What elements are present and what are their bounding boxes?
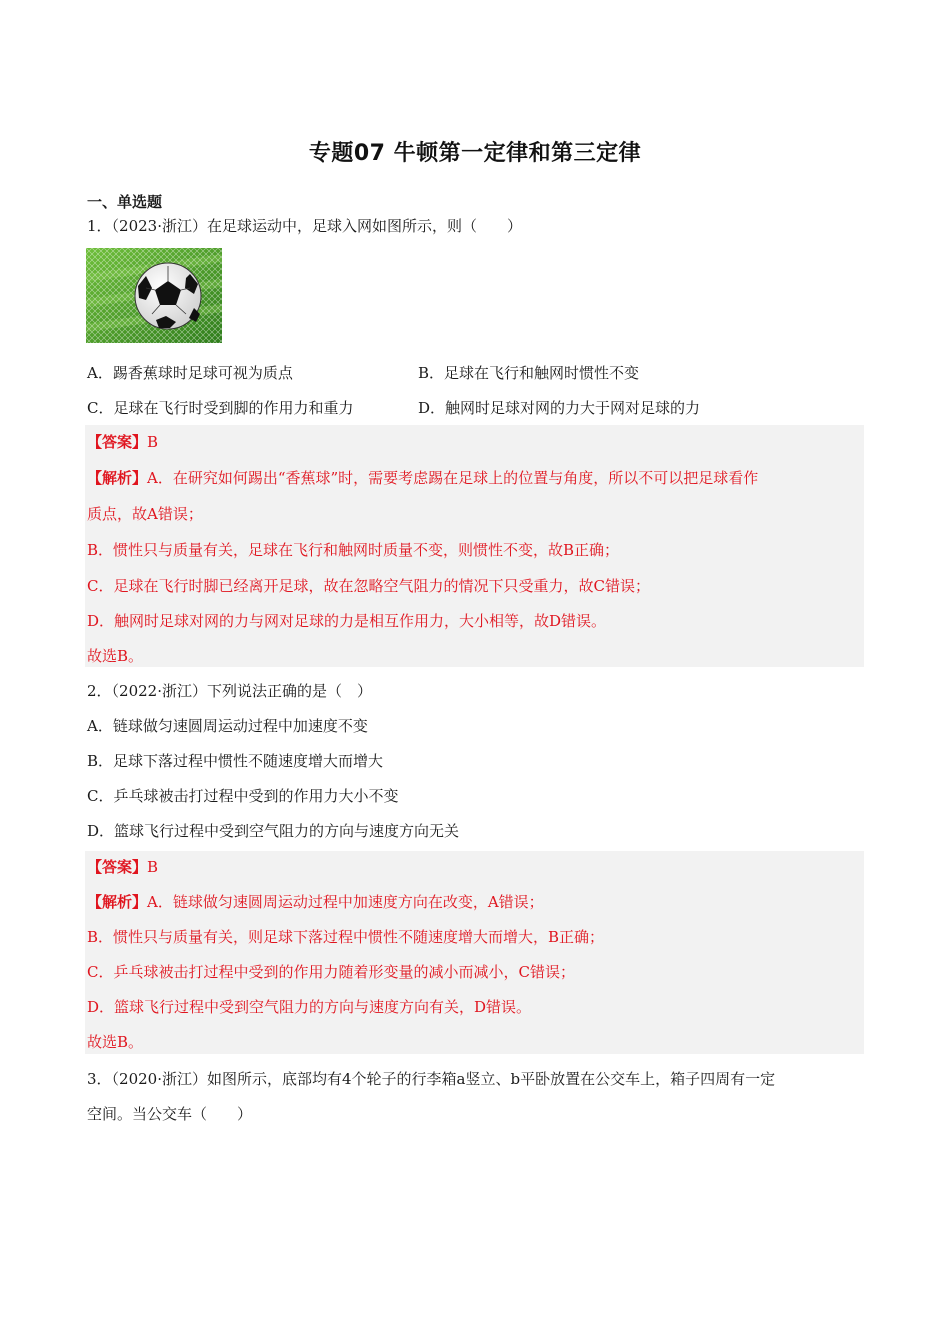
- question-1-stem: 1．（2023·浙江）在足球运动中，足球入网如图所示，则（ ）: [87, 217, 522, 235]
- answer-value: B: [147, 433, 159, 451]
- question-2-stem: 2．（2022·浙江）下列说法正确的是（ ）: [87, 682, 372, 700]
- q1-answer: [87, 432, 158, 452]
- q1-option-d: D．触网时足球对网的力大于网对足球的力: [418, 399, 701, 417]
- q1-option-c: C．足球在飞行时受到脚的作用力和重力: [87, 399, 354, 417]
- q1-option-a: A．踢香蕉球时足球可视为质点: [87, 364, 293, 382]
- q2-analysis-line-3: C．乒乓球被击打过程中受到的作用力随着形变量的减小而减小，C错误；: [87, 963, 575, 981]
- answer-tag: 【答案】: [87, 858, 148, 876]
- q2-option-a: A．链球做匀速圆周运动过程中加速度不变: [87, 717, 368, 735]
- q1-option-b: B．足球在飞行和触网时惯性不变: [418, 364, 640, 382]
- page-title: 专题07 牛顿第一定律和第三定律: [308, 141, 642, 166]
- q2-answer-box: [85, 851, 864, 1054]
- section-heading: 一、单选题: [87, 193, 163, 211]
- analysis-text: A．在研究如何踢出“香蕉球”时，需要考虑踢在足球上的位置与角度，所以不可以把足球看作: [147, 469, 759, 487]
- question-3-stem-line-1: 3．（2020·浙江）如图所示，底部均有4个轮子的行李箱a竖立、b平卧放置在公交车上，箱子四周有一定: [87, 1070, 776, 1088]
- q2-analysis-line-2: B．惯性只与质量有关，则足球下落过程中惯性不随速度增大而增大，B正确；: [87, 928, 605, 946]
- question-3-stem-line-2: 空间。当公交车（ ）: [87, 1105, 253, 1123]
- q2-option-d: D．篮球飞行过程中受到空气阻力的方向与速度方向无关: [87, 822, 460, 840]
- q1-analysis-line-4: C．足球在飞行时脚已经离开足球，故在忽略空气阻力的情况下只受重力，故C错误；: [87, 577, 650, 595]
- q2-option-b: B．足球下落过程中惯性不随速度增大而增大: [87, 752, 384, 770]
- q1-analysis-line-6: 故选B。: [87, 647, 144, 665]
- q2-analysis-line-1: [87, 892, 544, 912]
- q2-answer: [87, 857, 158, 877]
- analysis-text: A．链球做匀速圆周运动过程中加速度方向在改变，A错误；: [147, 893, 544, 911]
- answer-value: B: [147, 858, 159, 876]
- q1-analysis-line-1: [87, 468, 758, 488]
- analysis-tag: 【解析】: [87, 893, 148, 911]
- soccer-ball-in-net-photo: [86, 248, 222, 343]
- q2-option-c: C．乒乓球被击打过程中受到的作用力大小不变: [87, 787, 399, 805]
- analysis-tag: 【解析】: [87, 469, 148, 487]
- answer-tag: 【答案】: [87, 433, 148, 451]
- q2-analysis-line-5: 故选B。: [87, 1033, 144, 1051]
- q1-analysis-line-2: 质点，故A错误；: [87, 505, 203, 523]
- q1-analysis-line-5: D．触网时足球对网的力与网对足球的力是相互作用力，大小相等，故D错误。: [87, 612, 607, 630]
- q1-analysis-line-3: B．惯性只与质量有关，足球在飞行和触网时质量不变，则惯性不变，故B正确；: [87, 541, 620, 559]
- q2-analysis-line-4: D．篮球飞行过程中受到空气阻力的方向与速度方向有关，D错误。: [87, 998, 532, 1016]
